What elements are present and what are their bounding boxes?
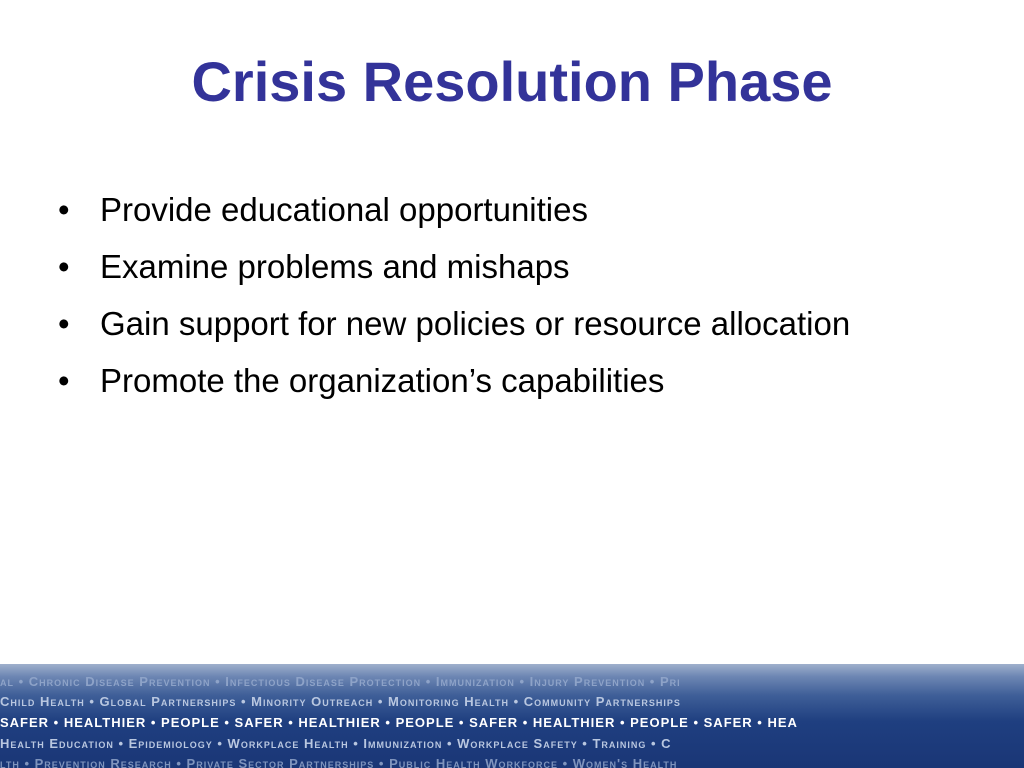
- bullet-text: Examine problems and mishaps: [100, 248, 570, 285]
- bullet-dot-icon: •: [58, 191, 70, 228]
- slide-title: Crisis Resolution Phase: [191, 50, 833, 113]
- bullet-item: [58, 243, 938, 290]
- bullet-dot-icon: •: [58, 305, 70, 342]
- banner-text-row: lth • Prevention Research • Private Sector Partnerships • Public Health Workforce • Women's Health: [0, 756, 678, 768]
- banner-text-row: Child Health • Global Partnerships • Minority Outreach • Monitoring Health • Community Partnerships: [0, 694, 681, 709]
- banner-text-row: Health Education • Epidemiology • Workplace Health • Immunization • Workplace Safety • Training • C: [0, 736, 672, 751]
- bullet-item: [58, 357, 938, 404]
- bullet-item: [58, 186, 938, 233]
- banner-slogan-row: SAFER • HEALTHIER • PEOPLE • SAFER • HEALTHIER • PEOPLE • SAFER • HEALTHIER • PEOPLE • SAFER • HEA: [0, 715, 798, 730]
- bullet-text: Gain support for new policies or resource allocation: [100, 305, 851, 342]
- bullet-dot-icon: •: [58, 362, 70, 399]
- bullet-item: [58, 300, 938, 347]
- bullet-text: Provide educational opportunities: [100, 191, 588, 228]
- banner-text-row: al • Chronic Disease Prevention • Infectious Disease Protection • Immunization • Injury Prevention • Pri: [0, 674, 681, 689]
- footer-banner: [0, 664, 1024, 768]
- bullet-text: Promote the organization’s capabilities: [100, 362, 665, 399]
- bullet-list: [58, 186, 938, 414]
- bullet-dot-icon: •: [58, 248, 70, 285]
